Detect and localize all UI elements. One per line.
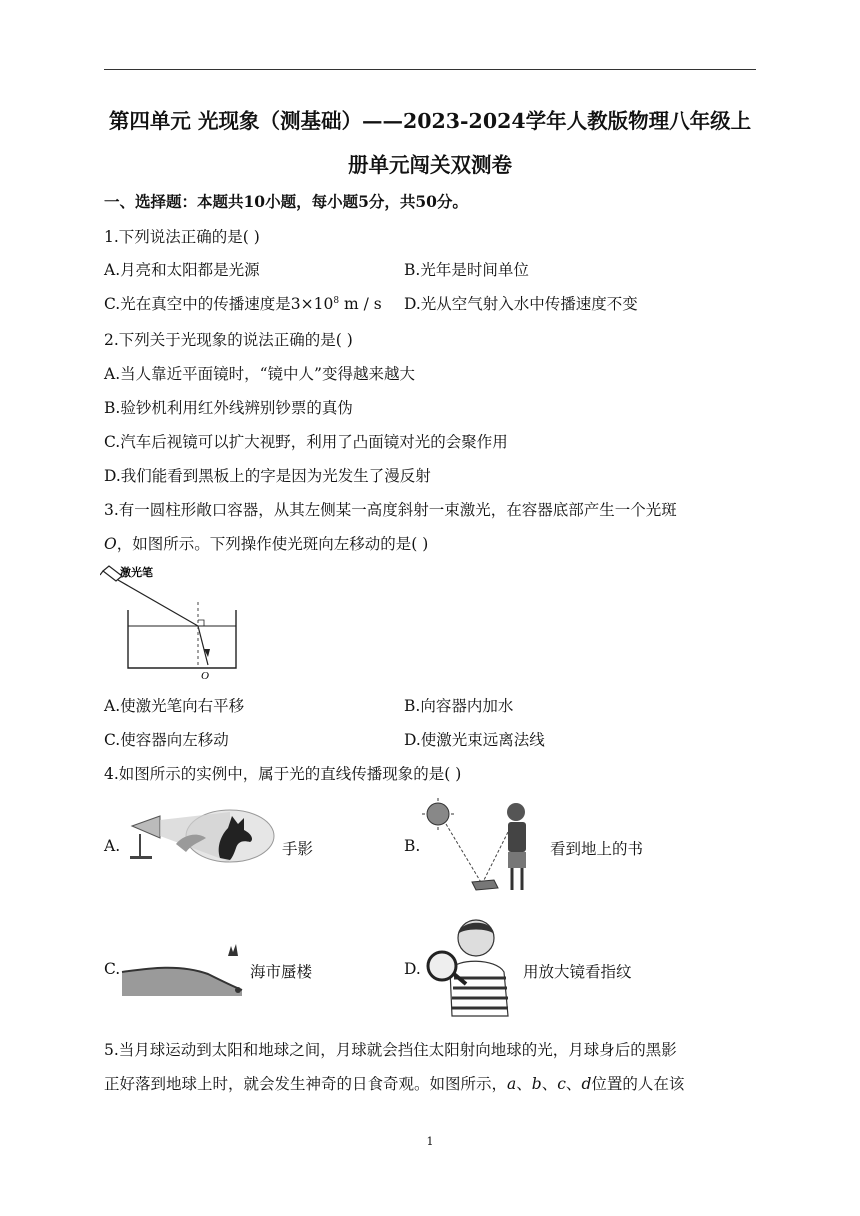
q3-option-d: D.使激光束远离法线 [404, 731, 545, 749]
position-c-label: c [557, 1075, 566, 1093]
page-number: 1 [426, 1135, 434, 1148]
position-a-label: a [507, 1075, 517, 1093]
position-d-label: d [581, 1075, 592, 1093]
q4-option-a-letter: A. [104, 837, 121, 855]
q3-option-c: C.使容器向左移动 [104, 731, 229, 749]
mirage-image [120, 938, 245, 1000]
q2-stem: 2.下列关于光现象的说法正确的是( ) [104, 331, 353, 349]
q4-stem: 4.如图所示的实例中，属于光的直线传播现象的是( ) [104, 765, 462, 783]
section-heading: 一、选择题：本题共10小题，每小题5分，共50分。 [104, 192, 468, 211]
hand-shadow-image [120, 808, 275, 880]
q3-spot-label: O [104, 535, 117, 553]
q1-stem: 1.下列说法正确的是( ) [104, 228, 260, 246]
paper-title-line-2: 册单元闯关双测卷 [348, 153, 512, 177]
q1-option-a: A.月亮和太阳都是光源 [104, 261, 260, 279]
girl-icon [507, 803, 526, 890]
q4-option-a-caption: 手影 [282, 840, 314, 858]
laser-beam-refracted [198, 626, 208, 665]
book-reflection-image [420, 796, 545, 896]
q4-option-d-letter: D. [404, 960, 421, 978]
magnifier-image [422, 914, 520, 1018]
q1-option-d: D.光从空气射入水中传播速度不变 [404, 295, 638, 313]
boy-icon [450, 920, 508, 1016]
position-b-label: b [531, 1075, 542, 1093]
q1-option-c-text: C.光在真空中的传播速度是3×10 [104, 295, 334, 313]
right-angle-mark [198, 620, 204, 626]
laser-container-figure [100, 562, 245, 682]
lamp-icon [132, 816, 160, 838]
light-ray-reflected [482, 824, 512, 884]
q3-stem-text: ，如图所示。下列操作使光斑向左移动的是( ) [116, 535, 429, 553]
q1-option-c [104, 292, 382, 314]
light-ray-incident [446, 824, 482, 884]
q2-option-c: C.汽车后视镜可以扩大视野，利用了凸面镜对光的会聚作用 [104, 433, 508, 451]
q5-line-2-tail: 位置的人在该 [591, 1075, 685, 1093]
separator: 、 [516, 1075, 532, 1093]
book-icon [472, 880, 498, 890]
laser-beam-incident [118, 580, 198, 626]
header-rule [104, 69, 756, 70]
q2-option-a: A.当人靠近平面镜时，“镜中人”变得越来越大 [104, 365, 415, 383]
q1-option-c-exponent: 8 [333, 295, 340, 306]
q3-stem-line-2 [104, 532, 428, 554]
q2-option-b: B.验钞机利用红外线辨别钞票的真伪 [104, 399, 353, 417]
q3-option-a: A.使激光笔向右平移 [104, 697, 245, 715]
q5-line-2-text: 正好落到地球上时，就会发生神奇的日食奇观。如图所示， [104, 1075, 508, 1093]
q2-option-d: D.我们能看到黑板上的字是因为光发生了漫反射 [104, 467, 431, 485]
laser-pen-label: 激光笔 [120, 567, 153, 579]
sun-icon [427, 803, 449, 825]
mirage-building-icon [228, 944, 238, 956]
q3-option-b: B.向容器内加水 [404, 697, 514, 715]
q1-option-b: B.光年是时间单位 [404, 261, 529, 279]
q4-option-b-letter: B. [404, 837, 421, 855]
q5-line-2 [104, 1072, 684, 1094]
laser-pen-icon [100, 566, 122, 581]
q3-stem-line-1: 3.有一圆柱形敞口容器，从其左侧某一高度斜射一束激光，在容器底部产生一个光斑 [104, 501, 677, 519]
q4-option-b-caption: 看到地上的书 [550, 840, 644, 858]
paper-title-line-1: 第四单元 光现象（测基础）——2023-2024学年人教版物理八年级上 [108, 109, 752, 133]
separator: 、 [541, 1075, 558, 1093]
separator: 、 [565, 1075, 582, 1093]
q4-option-c-caption: 海市蜃楼 [250, 963, 313, 981]
q4-option-d-caption: 用放大镜看指纹 [523, 963, 632, 981]
q1-option-c-unit: m / s [339, 295, 382, 313]
spot-o-label: O [201, 670, 209, 682]
container-outline [128, 610, 236, 668]
q5-line-1: 5.当月球运动到太阳和地球之间，月球就会挡住太阳射向地球的光，月球身后的黑影 [104, 1041, 677, 1059]
q4-option-c-letter: C. [104, 960, 121, 978]
